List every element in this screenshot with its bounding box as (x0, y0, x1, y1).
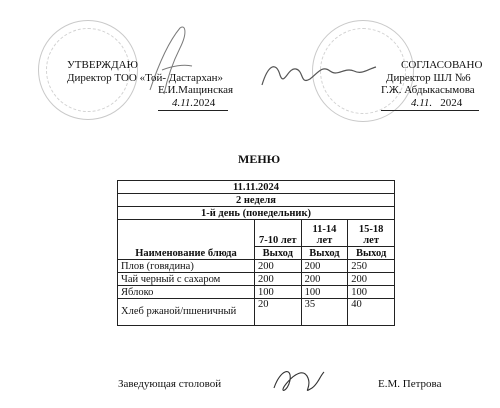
portion-label: Выход (301, 247, 348, 260)
table-day: 1-й день (понедельник) (118, 207, 395, 220)
agree-date-day: 4.11. (411, 97, 433, 109)
approve-name: Е.И.Мащинская (158, 84, 234, 96)
dish-name: Хлеб ржаной/пшеничный (118, 299, 255, 326)
dish-name: Яблоко (118, 286, 255, 299)
table-row (118, 286, 395, 299)
approve-date-day: 4.11. (172, 97, 194, 109)
footer-name: Е.М. Петрова (378, 378, 442, 390)
portion-value: 20 (254, 299, 301, 326)
portion-value: 100 (254, 286, 301, 299)
portion-value: 200 (348, 273, 395, 286)
agree-name: Г.Ж. Абдыкасымова (381, 84, 475, 96)
manager-signature (268, 362, 328, 398)
portion-value: 250 (348, 260, 395, 273)
table-row (118, 181, 395, 194)
table-row (118, 299, 395, 326)
doc-title: МЕНЮ (238, 152, 281, 166)
menu-table (117, 180, 395, 326)
dish-name: Чай черный с сахаром (118, 273, 255, 286)
table-week: 2 неделя (118, 194, 395, 207)
approve-position: Директор ТОО «Той- Дастархан» (67, 72, 224, 84)
approve-date-year: 2024 (193, 97, 216, 109)
table-date: 11.11.2024 (118, 181, 395, 194)
portion-value: 100 (348, 286, 395, 299)
age-group-header: 15-18 лет (348, 220, 395, 247)
portion-value: 40 (348, 299, 395, 326)
age-group-header: 11-14 лет (301, 220, 348, 247)
table-row (118, 260, 395, 273)
dish-name: Плов (говядина) (118, 260, 255, 273)
table-row (118, 273, 395, 286)
portion-value: 35 (301, 299, 348, 326)
approve-date (158, 97, 228, 111)
portion-value: 200 (301, 273, 348, 286)
portion-value: 200 (254, 273, 301, 286)
agree-date (381, 97, 479, 111)
agree-position: Директор ШЛ №6 (386, 72, 471, 84)
table-header-row (118, 220, 395, 247)
table-row (118, 194, 395, 207)
agree-date-year: 2024 (440, 97, 463, 109)
dish-header: Наименование блюда (118, 220, 255, 260)
portion-label: Выход (348, 247, 395, 260)
portion-value: 200 (301, 260, 348, 273)
table-row (118, 207, 395, 220)
footer-role: Заведующая столовой (118, 378, 222, 390)
portion-value: 200 (254, 260, 301, 273)
portion-value: 100 (301, 286, 348, 299)
approve-title: УТВЕРЖДАЮ (67, 59, 138, 71)
agree-title: СОГЛАСОВАНО (401, 59, 483, 71)
age-group-header: 7-10 лет (254, 220, 301, 247)
agree-signature (258, 55, 378, 95)
portion-label: Выход (254, 247, 301, 260)
